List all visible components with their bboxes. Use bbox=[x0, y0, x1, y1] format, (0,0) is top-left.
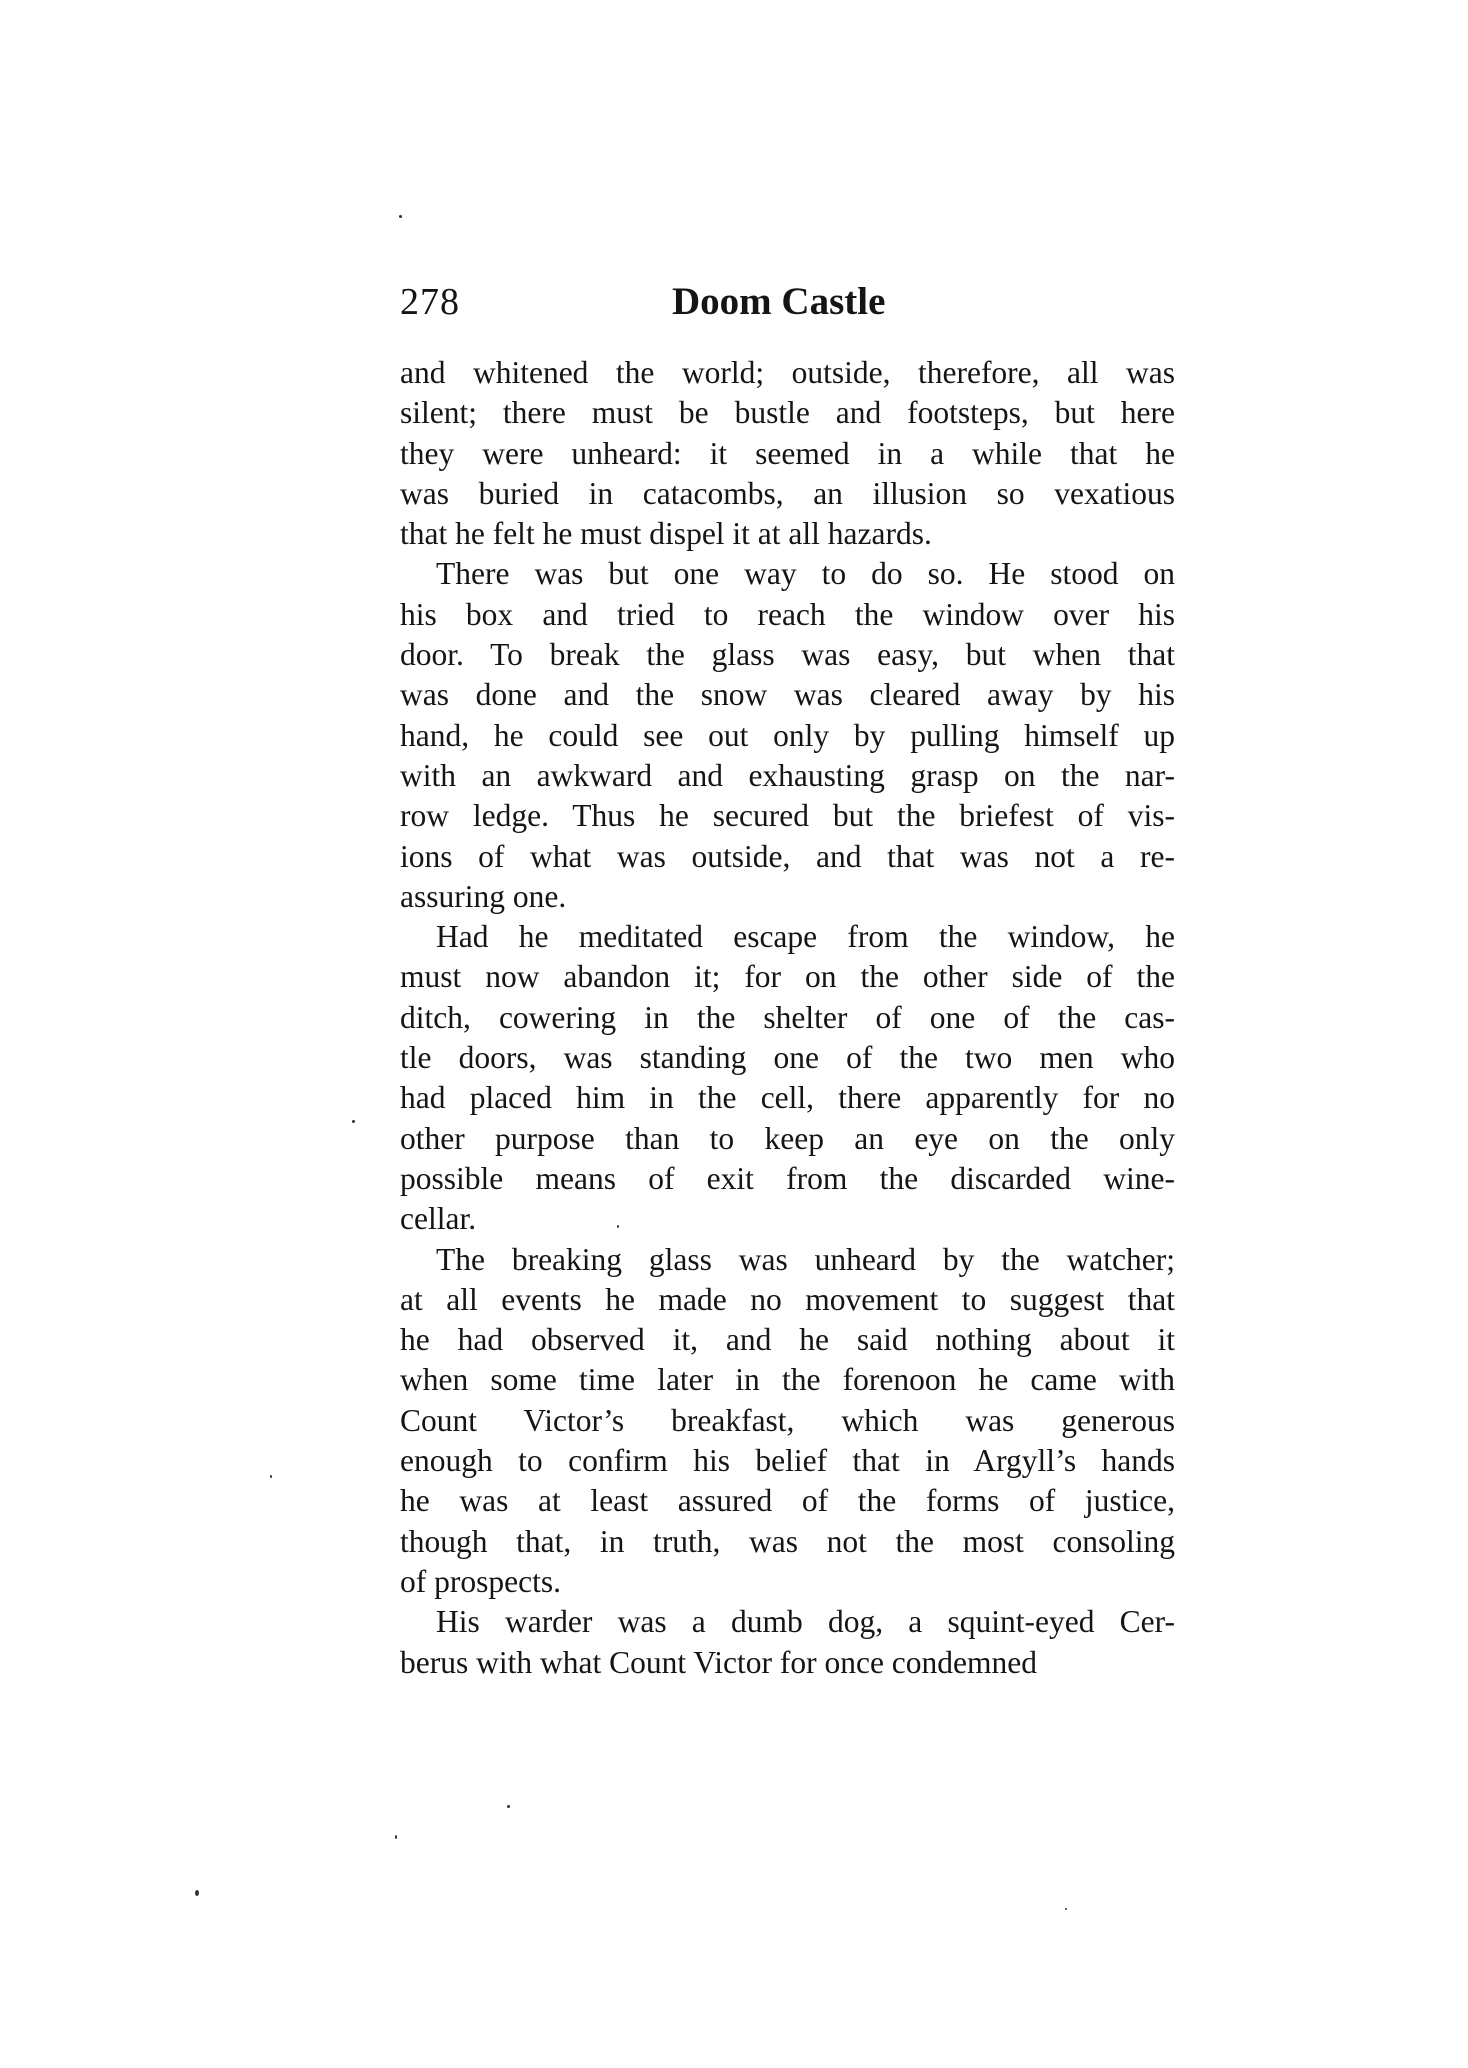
paragraph bbox=[400, 917, 1175, 1239]
text-line: that he felt he must dispel it at all hazards. bbox=[400, 516, 932, 552]
text-line: they were unheard: it seemed in a while that he bbox=[400, 435, 1175, 471]
text-line: and whitened the world; outside, therefore, all was bbox=[400, 355, 1175, 390]
text-line: though that, in truth, was not the most consoling bbox=[400, 1523, 1175, 1559]
text-line: berus with what Count Victor for once condemned bbox=[400, 1644, 1037, 1680]
body-text bbox=[400, 353, 1175, 1683]
text-line: ions of what was outside, and that was not a re- bbox=[400, 838, 1175, 874]
paragraph bbox=[400, 1240, 1175, 1603]
text-line: assuring one. bbox=[400, 878, 567, 914]
text-line: he was at least assured of the forms of justice, bbox=[400, 1483, 1175, 1519]
text-line: of prospects. bbox=[400, 1563, 561, 1599]
text-line: Had he meditated escape from the window, he bbox=[436, 919, 1175, 955]
paragraph bbox=[400, 1602, 1175, 1683]
text-line: The breaking glass was unheard by the watcher; bbox=[436, 1241, 1175, 1277]
text-line: silent; there must be bustle and footsteps, but here bbox=[400, 395, 1175, 431]
scan-speck bbox=[195, 1890, 199, 1896]
text-line: was done and the snow was cleared away by his bbox=[400, 677, 1175, 713]
scan-speck bbox=[1065, 1908, 1067, 1910]
text-line: was buried in catacombs, an illusion so vexatious bbox=[400, 475, 1175, 511]
page-number: 278 bbox=[400, 281, 460, 323]
text-line: hand, he could see out only by pulling himself up bbox=[400, 717, 1175, 753]
text-line: had placed him in the cell, there apparently for no bbox=[400, 1080, 1175, 1116]
text-line: row ledge. Thus he secured but the briefest of vis- bbox=[400, 798, 1175, 834]
text-line: enough to confirm his belief that in Argyll’s hands bbox=[400, 1443, 1175, 1479]
text-line: with an awkward and exhausting grasp on the nar- bbox=[400, 757, 1175, 793]
text-line: must now abandon it; for on the other side of the bbox=[400, 959, 1175, 995]
text-line: possible means of exit from the discarded wine- bbox=[400, 1160, 1175, 1196]
text-line: door. To break the glass was easy, but when that bbox=[400, 637, 1175, 673]
scan-speck bbox=[617, 1225, 619, 1228]
text-line: he had observed it, and he said nothing about it bbox=[400, 1322, 1175, 1358]
text-line: tle doors, was standing one of the two men who bbox=[400, 1040, 1175, 1076]
scan-speck bbox=[399, 215, 402, 218]
text-line: There was but one way to do so. He stood on bbox=[436, 556, 1175, 592]
scan-speck bbox=[352, 1120, 355, 1123]
running-head bbox=[400, 272, 1180, 332]
text-line: his box and tried to reach the window over his bbox=[400, 596, 1175, 632]
text-line: Count Victor’s breakfast, which was generous bbox=[400, 1402, 1175, 1438]
text-line: cellar. bbox=[400, 1201, 477, 1237]
scan-speck bbox=[507, 1805, 510, 1808]
paragraph bbox=[400, 353, 1175, 554]
text-line: when some time later in the forenoon he came with bbox=[400, 1362, 1175, 1398]
scan-speck bbox=[395, 1835, 397, 1839]
scan-speck bbox=[270, 1475, 272, 1478]
text-line: His warder was a dumb dog, a squint-eyed Cer- bbox=[436, 1604, 1175, 1640]
paragraph bbox=[400, 554, 1175, 917]
book-title: Doom Castle bbox=[672, 280, 886, 323]
text-line: at all events he made no movement to suggest that bbox=[400, 1281, 1175, 1317]
text-line: other purpose than to keep an eye on the only bbox=[400, 1120, 1175, 1156]
text-line: ditch, cowering in the shelter of one of the cas- bbox=[400, 999, 1175, 1035]
